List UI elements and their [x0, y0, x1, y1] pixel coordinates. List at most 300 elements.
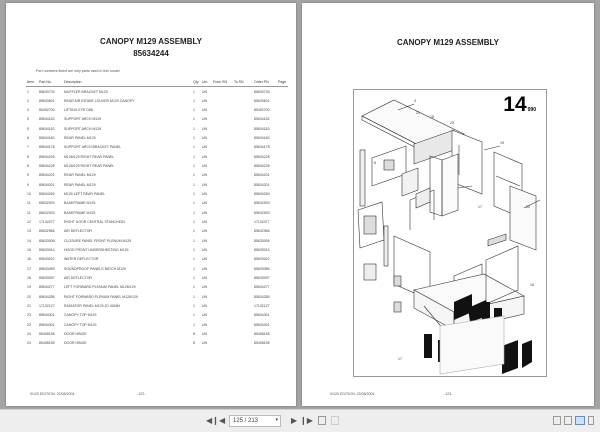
col-item: Item [26, 79, 38, 87]
cell-item: 24 [27, 341, 31, 346]
first-page-icon[interactable]: ◀❙ [206, 416, 219, 425]
cell-order-pn: 85633089 [254, 266, 270, 271]
last-page-icon[interactable]: ❙▶ [300, 416, 313, 425]
table-row [26, 227, 288, 236]
cell-item: 7 [27, 145, 29, 150]
cell-page [277, 133, 288, 142]
table-row [26, 311, 288, 320]
cell-part-no: 85633097 [39, 276, 55, 281]
cell-page [277, 96, 288, 105]
cell-part-no: 85633014 [39, 248, 55, 253]
page-left [6, 3, 296, 406]
svg-text:20: 20 [526, 205, 530, 209]
cell-from-sn [212, 199, 233, 208]
cell-item: 13 [27, 229, 31, 234]
cell-from-sn [212, 273, 233, 282]
table-row [26, 161, 288, 170]
svg-text:17: 17 [478, 205, 482, 209]
cell-order-pn: 85634152 [254, 126, 270, 131]
cell-um: UN [202, 294, 208, 299]
cell-description: MUFFLER BRACKET M129 [64, 90, 108, 95]
cell-page [277, 273, 288, 282]
cell-from-sn [212, 189, 233, 198]
cell-um: UN [202, 322, 208, 327]
edition-footer: 0/120 EDITION: 22/08/2004 [330, 392, 375, 396]
cell-order-pn: 17132127 [254, 304, 270, 309]
cell-order-pn: 85634277 [254, 285, 270, 290]
cell-part-no: 85633733 [39, 90, 55, 95]
cell-um: UN [202, 163, 208, 168]
cell-item: 18 [27, 276, 31, 281]
cell-um: UN [202, 107, 208, 112]
cell-to-sn [233, 161, 253, 170]
cell-qty: 1 [193, 257, 195, 262]
cell-description: BASEFRAME M129 [64, 210, 96, 215]
cell-um: UN [202, 219, 208, 224]
cell-um: UN [202, 248, 208, 253]
col-qty: Qty [192, 79, 201, 87]
cell-part-no: 85634301 [39, 322, 55, 327]
cell-order-pn: 85634301 [254, 313, 270, 318]
cell-from-sn [212, 87, 233, 96]
cell-part-no: 85634301 [39, 313, 55, 318]
cell-part-no: 17132077 [39, 219, 55, 224]
cell-description: RIGHT DOOR CENTRAL STANCHION [64, 219, 125, 224]
cell-from-sn [212, 227, 233, 236]
parts-table-body [26, 87, 288, 349]
cell-qty: 1 [193, 210, 195, 215]
cell-item: 5 [27, 126, 29, 131]
cell-qty: 1 [193, 219, 195, 224]
table-row [26, 96, 288, 105]
cell-description: WATER DEFLECTOR [64, 257, 99, 262]
cell-to-sn [233, 152, 253, 161]
page-number-footer: -122- [137, 392, 146, 396]
cell-um: UN [202, 154, 208, 159]
cell-from-sn [212, 96, 233, 105]
cell-description: RADIATOR PANEL M129 JD 4045H [64, 304, 121, 309]
cell-from-sn [212, 105, 233, 114]
cell-description: M129 LEFT REAR PANEL [64, 191, 106, 196]
table-row [26, 273, 288, 282]
cell-page [277, 152, 288, 161]
cell-um: UN [202, 285, 208, 290]
cell-page [277, 292, 288, 301]
page-indicator: 125 / 213 [233, 418, 259, 424]
table-row [26, 152, 288, 161]
cell-part-no: 85634201 [39, 182, 55, 187]
chevron-down-icon[interactable]: ▾ [275, 417, 278, 423]
cell-page [277, 339, 288, 348]
cell-order-pn: 85408155 [254, 332, 270, 337]
cell-from-sn [212, 180, 233, 189]
cell-description: REAR AIR INTAKE LOUVER M129 CANOPY [64, 98, 135, 103]
cell-order-pn: 85634178 [254, 145, 270, 150]
cell-um: UN [202, 145, 208, 150]
cell-item: 11 [27, 210, 31, 215]
cell-from-sn [212, 133, 233, 142]
cell-qty: 1 [193, 313, 195, 318]
cell-item: 8 [27, 163, 29, 168]
cell-order-pn: 85632933 [254, 201, 270, 206]
cell-qty: 1 [193, 182, 195, 187]
cell-part-no: 85634160 [39, 135, 55, 140]
cell-to-sn [233, 143, 253, 152]
cell-item: 9 [27, 182, 29, 187]
cell-qty: 1 [193, 191, 195, 196]
cell-page [277, 283, 288, 292]
cell-to-sn [233, 301, 253, 310]
cell-from-sn [212, 115, 233, 124]
col-part-no: Part No. [38, 79, 63, 87]
cell-item: 2 [27, 98, 29, 103]
cell-page [277, 227, 288, 236]
col-um: Um [201, 79, 212, 87]
cell-from-sn [212, 217, 233, 226]
cell-um: UN [202, 276, 208, 281]
cell-to-sn [233, 180, 253, 189]
cell-order-pn: 85634301 [254, 322, 270, 327]
cell-um: UN [202, 98, 208, 103]
cell-from-sn [212, 161, 233, 170]
cell-order-pn: 17132077 [254, 219, 270, 224]
cell-part-no: 85634277 [39, 285, 55, 290]
cell-description: CLOSURE PANEL FRONT PLENUM M129 [64, 238, 132, 243]
cell-description: SUPPORT ARCH M129 [64, 126, 102, 131]
cell-order-pn: 85633733 [254, 90, 270, 95]
cell-part-no: 85492700 [39, 107, 55, 112]
cell-description: REAR PANEL M129 [64, 182, 96, 187]
cell-qty: 1 [193, 294, 195, 299]
cell-um: UN [202, 135, 208, 140]
cell-part-no: 85634152 [39, 117, 55, 122]
table-row [26, 264, 288, 273]
cell-to-sn [233, 217, 253, 226]
cell-item: 16 [27, 257, 31, 262]
cell-to-sn [233, 227, 253, 236]
cell-item: 24 [27, 332, 31, 337]
single-page-view-icon[interactable] [553, 416, 561, 425]
cell-to-sn [233, 273, 253, 282]
cell-page [277, 161, 288, 170]
cell-item: 19 [27, 285, 31, 290]
cell-part-no: 85408155 [39, 341, 55, 346]
page-number-input[interactable] [229, 415, 281, 427]
cell-to-sn [233, 208, 253, 217]
cell-to-sn [233, 199, 253, 208]
cell-description: AIR DEFLECTOR [64, 229, 92, 234]
col-to-sn: To SN [233, 79, 253, 87]
cell-qty: 1 [193, 285, 195, 290]
cell-um: UN [202, 332, 208, 337]
cell-qty: 1 [193, 98, 195, 103]
cell-description: AIR DEFLECTOR [64, 276, 92, 281]
cell-qty: 1 [193, 304, 195, 309]
cell-um: UN [202, 229, 208, 234]
cell-order-pn: 85634285 [254, 294, 270, 299]
cell-qty: 8 [193, 341, 195, 346]
cell-qty: 8 [193, 332, 195, 337]
cell-to-sn [233, 189, 253, 198]
cell-qty: 1 [193, 107, 195, 112]
cell-to-sn [233, 171, 253, 180]
exploded-assembly-diagram [353, 89, 547, 377]
cell-page [277, 329, 288, 338]
cell-part-no: 85634269 [39, 191, 55, 196]
cell-page [277, 245, 288, 254]
cell-um: UN [202, 126, 208, 131]
cell-description: SUPPORT ARCH M129 [64, 117, 102, 122]
cell-description: RIGHT FORWARD PLENUM PANEL M128/129 [64, 294, 138, 299]
cell-part-no: 85408155 [39, 332, 55, 337]
cell-qty: 1 [193, 126, 195, 131]
cell-to-sn [233, 283, 253, 292]
cell-item: 23 [27, 313, 31, 318]
cell-page [277, 301, 288, 310]
cell-order-pn: 85408155 [254, 341, 270, 346]
col-description: Description [63, 79, 192, 87]
figure-number: 14090 [503, 93, 536, 116]
diagram-drawing [354, 90, 547, 377]
svg-text:23: 23 [450, 121, 454, 125]
cell-item: 10 [27, 191, 31, 196]
two-page-continuous-view-icon[interactable] [588, 416, 594, 425]
next-page-icon[interactable]: ▶ [291, 416, 298, 425]
cell-part-no: 85632966 [39, 229, 55, 234]
cell-order-pn: 85634269 [254, 191, 270, 196]
table-row [26, 105, 288, 114]
cell-page [277, 208, 288, 217]
cell-to-sn [233, 311, 253, 320]
cell-item: 15 [27, 248, 31, 253]
cell-description: LIFTING EYE D88 [64, 107, 93, 112]
table-header [26, 79, 288, 87]
cell-to-sn [233, 96, 253, 105]
cell-part-no: 85634152 [39, 126, 55, 131]
cell-from-sn [212, 320, 233, 329]
cell-to-sn [233, 133, 253, 142]
cell-item: 8 [27, 154, 29, 159]
table-row [26, 245, 288, 254]
cell-order-pn: 85492700 [254, 107, 270, 112]
cell-part-no: 85633006 [39, 238, 55, 243]
cell-item: 12 [27, 219, 31, 224]
cell-to-sn [233, 292, 253, 301]
cell-page [277, 189, 288, 198]
prev-page-icon[interactable]: ◀ [219, 416, 226, 425]
table-row [26, 236, 288, 245]
cell-from-sn [212, 124, 233, 133]
cell-part-no: 85634201 [39, 173, 55, 178]
cell-um: UN [202, 257, 208, 262]
cell-qty: 1 [193, 135, 195, 140]
cell-item: 9 [27, 173, 29, 178]
cell-to-sn [233, 236, 253, 245]
cell-page [277, 143, 288, 152]
cell-to-sn [233, 339, 253, 348]
cell-um: UN [202, 90, 208, 95]
cell-um: UN [202, 341, 208, 346]
cell-page [277, 105, 288, 114]
cell-to-sn [233, 320, 253, 329]
cell-to-sn [233, 329, 253, 338]
table-row [26, 171, 288, 180]
cell-qty: 1 [193, 266, 195, 271]
cell-page [277, 180, 288, 189]
cell-qty: 1 [193, 145, 195, 150]
cell-order-pn: 85633014 [254, 248, 270, 253]
assembly-number: 85634244 [133, 49, 169, 58]
parts-table [26, 79, 288, 348]
table-row [26, 283, 288, 292]
cell-item: 1 [27, 90, 29, 95]
cell-order-pn: 85634201 [254, 173, 270, 178]
cell-from-sn [212, 143, 233, 152]
cell-item: 3 [27, 107, 29, 112]
svg-text:3: 3 [414, 99, 416, 103]
svg-text:16: 16 [530, 283, 534, 287]
cell-order-pn: 85633097 [254, 276, 270, 281]
table-row [26, 208, 288, 217]
cell-description: BASEFRAME M129 [64, 201, 96, 206]
page-right [302, 3, 594, 406]
cell-qty: 1 [193, 322, 195, 327]
cell-part-no: 85632933 [39, 201, 55, 206]
cell-to-sn [233, 245, 253, 254]
cell-description: HOOD FRONT UNDERSHEETING M129 [64, 248, 129, 253]
cell-from-sn [212, 339, 233, 348]
cell-qty: 1 [193, 248, 195, 253]
cell-from-sn [212, 292, 233, 301]
cell-um: UN [202, 266, 208, 271]
cell-from-sn [212, 152, 233, 161]
cell-part-no: 85633022 [39, 257, 55, 262]
page-number-footer: -123- [444, 392, 453, 396]
cell-from-sn [212, 245, 233, 254]
cell-to-sn [233, 124, 253, 133]
cell-part-no: 17132127 [39, 304, 55, 309]
cell-description: CANOPY TOP M129 [64, 313, 97, 318]
table-row [26, 87, 288, 96]
cell-qty: 1 [193, 173, 195, 178]
cell-description: M128/129 RIGHT REAR PANEL [64, 154, 115, 159]
cell-qty: 1 [193, 90, 195, 95]
cell-from-sn [212, 301, 233, 310]
col-page: Page [277, 79, 288, 87]
table-row [26, 320, 288, 329]
cell-to-sn [233, 87, 253, 96]
cell-page [277, 264, 288, 273]
cell-page [277, 217, 288, 226]
cell-page [277, 255, 288, 264]
cell-um: UN [202, 238, 208, 243]
cell-order-pn: 85632933 [254, 210, 270, 215]
two-page-view-icon[interactable] [575, 416, 585, 425]
cell-um: UN [202, 191, 208, 196]
table-row [26, 189, 288, 198]
cell-description: SOUNDPROOF PANELS BATCH M129 [64, 266, 126, 271]
continuous-view-icon[interactable] [564, 416, 572, 425]
cell-description: REAR PANEL M129 [64, 135, 96, 140]
table-row [26, 292, 288, 301]
svg-text:21: 21 [416, 111, 420, 115]
cell-page [277, 311, 288, 320]
table-row [26, 301, 288, 310]
table-row [26, 329, 288, 338]
cell-order-pn: 85633006 [254, 238, 270, 243]
cell-description: REAR PANEL M129 [64, 173, 96, 178]
cell-from-sn [212, 208, 233, 217]
cell-to-sn [233, 105, 253, 114]
cell-order-pn: 85634160 [254, 135, 270, 140]
cell-part-no: 85634228 [39, 154, 55, 159]
cell-description: SUPPORT ARCH BRACKET PANEL [64, 145, 122, 150]
cell-description: LEFT FORWARD PLENUM PANEL M128/129 [64, 285, 136, 290]
copy-icon[interactable] [318, 416, 326, 425]
col-from-sn: From SN [212, 79, 233, 87]
cell-qty: 1 [193, 117, 195, 122]
cell-order-pn: 85633022 [254, 257, 270, 262]
table-row [26, 180, 288, 189]
cell-qty: 1 [193, 229, 195, 234]
cell-item: 11 [27, 201, 31, 206]
cell-qty: 1 [193, 201, 195, 206]
cell-um: UN [202, 173, 208, 178]
cell-um: UN [202, 182, 208, 187]
cell-description: DOOR HINGE [64, 332, 87, 337]
cell-order-pn: 85633601 [254, 98, 270, 103]
cell-item: 21 [27, 304, 31, 309]
cell-item: 14 [27, 238, 31, 243]
cell-item: 6 [27, 135, 29, 140]
cell-order-pn: 85632966 [254, 229, 270, 234]
cell-part-no: 85633601 [39, 98, 55, 103]
cell-page [277, 320, 288, 329]
table-row [26, 339, 288, 348]
cell-part-no: 85632933 [39, 210, 55, 215]
cell-description: M128/129 RIGHT REAR PANEL [64, 163, 115, 168]
cell-from-sn [212, 255, 233, 264]
copy-disabled-icon [331, 416, 339, 425]
svg-text:19: 19 [500, 141, 504, 145]
cell-description: CANOPY TOP M129 [64, 322, 97, 327]
cell-page [277, 124, 288, 133]
table-row [26, 133, 288, 142]
cell-um: UN [202, 201, 208, 206]
cell-page [277, 87, 288, 96]
navigation-toolbar [0, 409, 600, 432]
cell-page [277, 199, 288, 208]
cell-qty: 1 [193, 163, 195, 168]
cell-item: 20 [27, 294, 31, 299]
table-row [26, 143, 288, 152]
cell-part-no: 85633089 [39, 266, 55, 271]
cell-from-sn [212, 329, 233, 338]
cell-page [277, 171, 288, 180]
cell-order-pn: 85634228 [254, 154, 270, 159]
cell-description: DOOR HINGE [64, 341, 87, 346]
cell-qty: 1 [193, 154, 195, 159]
cell-part-no: 85634228 [39, 163, 55, 168]
cell-from-sn [212, 311, 233, 320]
cell-to-sn [233, 115, 253, 124]
table-row [26, 217, 288, 226]
page-title: CANOPY M129 ASSEMBLY [397, 38, 499, 47]
cell-to-sn [233, 264, 253, 273]
cell-order-pn: 85634152 [254, 117, 270, 122]
table-row [26, 124, 288, 133]
cell-page [277, 115, 288, 124]
